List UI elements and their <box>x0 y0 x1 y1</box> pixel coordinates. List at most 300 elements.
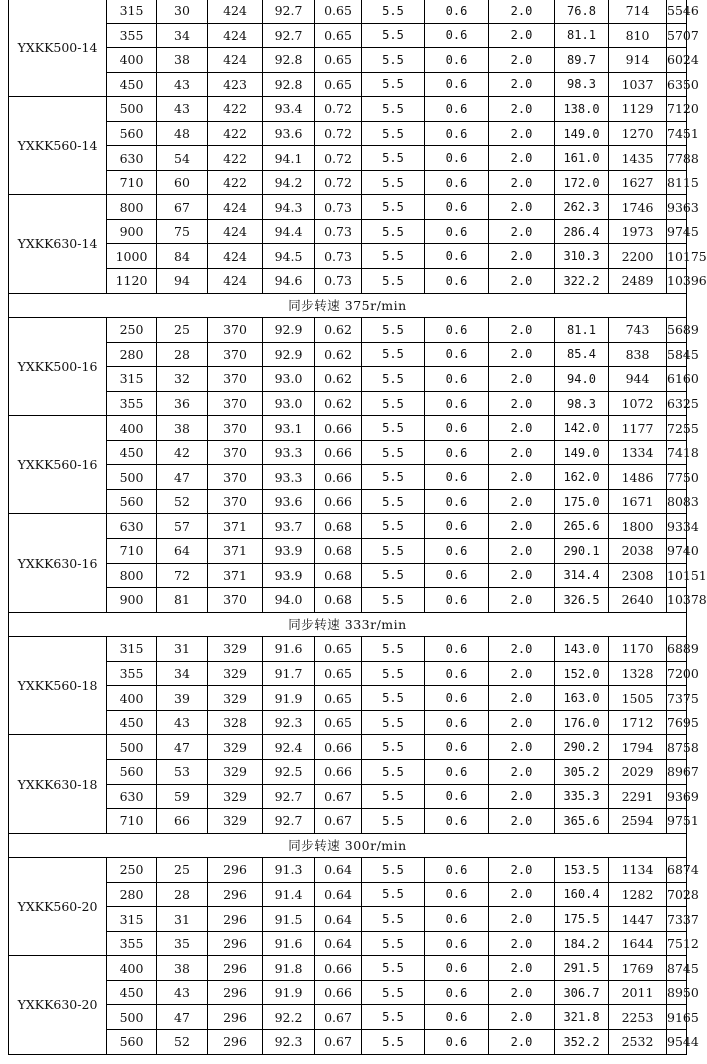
table-cell: 2.0 <box>489 931 555 956</box>
table-cell: 172.0 <box>555 170 609 195</box>
table-cell: 7255 <box>667 416 687 441</box>
table-cell: 67 <box>157 195 208 220</box>
table-cell: 1000 <box>107 244 157 269</box>
table-cell: 1447 <box>609 907 667 932</box>
table-cell: 355 <box>107 23 157 48</box>
table-cell: 0.6 <box>425 809 489 834</box>
table-cell: 2.0 <box>489 514 555 539</box>
table-cell: 355 <box>107 391 157 416</box>
table-cell: 2.0 <box>489 465 555 490</box>
table-cell: 39 <box>157 686 208 711</box>
table-cell: 91.4 <box>263 882 315 907</box>
table-cell: 560 <box>107 121 157 146</box>
table-cell: 1270 <box>609 121 667 146</box>
table-cell: 296 <box>208 1029 263 1054</box>
table-cell: 400 <box>107 686 157 711</box>
speed-header-row <box>9 612 687 637</box>
table-cell: 7375 <box>667 686 687 711</box>
table-row <box>9 440 687 465</box>
table-cell: 0.62 <box>315 318 362 343</box>
table-cell: 370 <box>208 318 263 343</box>
table-cell: 81 <box>157 588 208 613</box>
table-cell: 370 <box>208 465 263 490</box>
table-cell: 9751 <box>667 809 687 834</box>
table-cell: 0.65 <box>315 72 362 97</box>
table-cell: 2489 <box>609 269 667 294</box>
table-cell: 450 <box>107 72 157 97</box>
table-cell: 0.65 <box>315 48 362 73</box>
table-cell: 0.6 <box>425 539 489 564</box>
table-cell: 0.6 <box>425 759 489 784</box>
table-cell: 93.9 <box>263 539 315 564</box>
table-cell: 0.64 <box>315 882 362 907</box>
table-cell: 7695 <box>667 710 687 735</box>
table-cell: 800 <box>107 195 157 220</box>
table-cell: 2.0 <box>489 48 555 73</box>
table-cell: 175.5 <box>555 907 609 932</box>
table-cell: 8967 <box>667 759 687 784</box>
table-cell: 2291 <box>609 784 667 809</box>
table-cell: 370 <box>208 391 263 416</box>
table-row <box>9 342 687 367</box>
table-cell: 2.0 <box>489 956 555 981</box>
table-cell: 424 <box>208 195 263 220</box>
table-cell: 0.6 <box>425 1029 489 1054</box>
table-cell: 0.6 <box>425 588 489 613</box>
table-cell: 31 <box>157 907 208 932</box>
table-cell: 329 <box>208 661 263 686</box>
table-cell: 5.5 <box>362 440 425 465</box>
table-cell: 422 <box>208 121 263 146</box>
table-cell: 1627 <box>609 170 667 195</box>
table-cell: 0.68 <box>315 539 362 564</box>
table-row <box>9 858 687 883</box>
table-row <box>9 269 687 294</box>
table-cell: 1746 <box>609 195 667 220</box>
table-cell: 138.0 <box>555 97 609 122</box>
table-cell: 296 <box>208 907 263 932</box>
table-cell: 30 <box>157 0 208 23</box>
table-cell: 5.5 <box>362 48 425 73</box>
table-cell: 400 <box>107 956 157 981</box>
table-cell: 5.5 <box>362 907 425 932</box>
table-cell: 1671 <box>609 489 667 514</box>
table-cell: 2.0 <box>489 23 555 48</box>
table-row <box>9 882 687 907</box>
table-row <box>9 563 687 588</box>
table-cell: 28 <box>157 342 208 367</box>
table-row <box>9 661 687 686</box>
table-cell: 1037 <box>609 72 667 97</box>
table-cell: 8083 <box>667 489 687 514</box>
table-cell: 2.0 <box>489 882 555 907</box>
table-cell: 0.65 <box>315 686 362 711</box>
table-cell: 0.73 <box>315 195 362 220</box>
table-cell: 161.0 <box>555 146 609 171</box>
table-cell: 0.6 <box>425 956 489 981</box>
table-cell: 424 <box>208 244 263 269</box>
table-row <box>9 489 687 514</box>
table-cell: 5.5 <box>362 539 425 564</box>
table-cell: 500 <box>107 735 157 760</box>
table-cell: 94.1 <box>263 146 315 171</box>
table-cell: 7788 <box>667 146 687 171</box>
table-cell: 2.0 <box>489 759 555 784</box>
table-cell: 93.3 <box>263 465 315 490</box>
table-cell: 296 <box>208 882 263 907</box>
table-cell: 94.5 <box>263 244 315 269</box>
table-cell: 714 <box>609 0 667 23</box>
table-cell: 1177 <box>609 416 667 441</box>
table-cell: 500 <box>107 465 157 490</box>
table-cell: 2.0 <box>489 809 555 834</box>
table-cell: 7451 <box>667 121 687 146</box>
table-cell: 176.0 <box>555 710 609 735</box>
table-cell: 7337 <box>667 907 687 932</box>
motor-spec-table <box>8 0 707 1055</box>
table-cell: 335.3 <box>555 784 609 809</box>
table-cell: 2.0 <box>489 1005 555 1030</box>
table-cell: 560 <box>107 489 157 514</box>
table-cell: 329 <box>208 759 263 784</box>
table-cell: 72 <box>157 563 208 588</box>
table-cell: 34 <box>157 23 208 48</box>
table-row <box>9 146 687 171</box>
table-row <box>9 318 687 343</box>
table-cell: 370 <box>208 489 263 514</box>
table-cell: 296 <box>208 1005 263 1030</box>
table-cell: 5.5 <box>362 244 425 269</box>
table-cell: 91.3 <box>263 858 315 883</box>
table-cell: 0.66 <box>315 980 362 1005</box>
table-row <box>9 367 687 392</box>
table-cell: 329 <box>208 735 263 760</box>
table-row <box>9 219 687 244</box>
table-cell: 2.0 <box>489 416 555 441</box>
speed-header-row <box>9 833 687 858</box>
table-row <box>9 97 687 122</box>
table-cell: 630 <box>107 784 157 809</box>
table-cell: 36 <box>157 391 208 416</box>
table-cell: 0.6 <box>425 72 489 97</box>
table-cell: 162.0 <box>555 465 609 490</box>
table-cell: 2.0 <box>489 784 555 809</box>
table-cell: 10175 <box>667 244 687 269</box>
table-cell: 310.3 <box>555 244 609 269</box>
table-cell: 0.6 <box>425 710 489 735</box>
model-name-cell: YXKK560-20 <box>9 858 107 956</box>
table-cell: 91.9 <box>263 686 315 711</box>
table-cell: 0.6 <box>425 465 489 490</box>
table-cell: 5.5 <box>362 269 425 294</box>
table-cell: 89.7 <box>555 48 609 73</box>
table-cell: 296 <box>208 858 263 883</box>
table-row <box>9 539 687 564</box>
table-cell: 0.6 <box>425 931 489 956</box>
table-cell: 450 <box>107 440 157 465</box>
table-cell: 0.6 <box>425 858 489 883</box>
table-row <box>9 956 687 981</box>
table-cell: 92.9 <box>263 318 315 343</box>
table-cell: 0.72 <box>315 170 362 195</box>
table-cell: 1129 <box>609 97 667 122</box>
table-cell: 94.0 <box>263 588 315 613</box>
table-cell: 0.66 <box>315 735 362 760</box>
table-cell: 5845 <box>667 342 687 367</box>
table-cell: 5.5 <box>362 858 425 883</box>
table-cell: 500 <box>107 97 157 122</box>
table-cell: 355 <box>107 931 157 956</box>
table-cell: 1334 <box>609 440 667 465</box>
table-cell: 53 <box>157 759 208 784</box>
table-cell: 94.6 <box>263 269 315 294</box>
table-cell: 1282 <box>609 882 667 907</box>
table-cell: 900 <box>107 588 157 613</box>
table-cell: 10396 <box>667 269 687 294</box>
table-cell: 175.0 <box>555 489 609 514</box>
table-cell: 1435 <box>609 146 667 171</box>
table-cell: 2029 <box>609 759 667 784</box>
table-cell: 2640 <box>609 588 667 613</box>
table-cell: 0.67 <box>315 784 362 809</box>
table-row <box>9 48 687 73</box>
table-cell: 290.1 <box>555 539 609 564</box>
table-cell: 2.0 <box>489 735 555 760</box>
table-row <box>9 907 687 932</box>
table-cell: 0.68 <box>315 514 362 539</box>
synchronous-speed-label: 同步转速 333r/min <box>9 612 687 637</box>
table-cell: 5.5 <box>362 931 425 956</box>
table-cell: 84 <box>157 244 208 269</box>
synchronous-speed-label: 同步转速 300r/min <box>9 833 687 858</box>
table-cell: 0.66 <box>315 489 362 514</box>
table-cell: 2038 <box>609 539 667 564</box>
table-row <box>9 588 687 613</box>
table-cell: 315 <box>107 907 157 932</box>
table-cell: 370 <box>208 367 263 392</box>
table-cell: 1072 <box>609 391 667 416</box>
table-cell: 2.0 <box>489 97 555 122</box>
table-cell: 38 <box>157 956 208 981</box>
table-cell: 0.6 <box>425 244 489 269</box>
table-cell: 0.64 <box>315 931 362 956</box>
table-cell: 9740 <box>667 539 687 564</box>
table-cell: 0.66 <box>315 465 362 490</box>
table-cell: 424 <box>208 0 263 23</box>
table-cell: 5.5 <box>362 367 425 392</box>
table-cell: 47 <box>157 1005 208 1030</box>
table-cell: 2.0 <box>489 539 555 564</box>
table-cell: 6350 <box>667 72 687 97</box>
model-name-cell: YXKK630-18 <box>9 735 107 833</box>
table-cell: 0.6 <box>425 367 489 392</box>
table-cell: 92.2 <box>263 1005 315 1030</box>
table-cell: 91.9 <box>263 980 315 1005</box>
table-cell: 5.5 <box>362 0 425 23</box>
table-cell: 2.0 <box>489 907 555 932</box>
table-body <box>9 0 707 1054</box>
table-cell: 43 <box>157 97 208 122</box>
table-cell: 64 <box>157 539 208 564</box>
table-cell: 5.5 <box>362 170 425 195</box>
table-cell: 38 <box>157 48 208 73</box>
table-cell: 5.5 <box>362 97 425 122</box>
table-cell: 5689 <box>667 318 687 343</box>
table-cell: 6889 <box>667 637 687 662</box>
table-cell: 1794 <box>609 735 667 760</box>
table-cell: 450 <box>107 980 157 1005</box>
model-name-cell: YXKK500-16 <box>9 318 107 416</box>
table-cell: 0.6 <box>425 563 489 588</box>
table-cell: 7200 <box>667 661 687 686</box>
table-cell: 5.5 <box>362 980 425 1005</box>
table-cell: 5.5 <box>362 710 425 735</box>
table-cell: 92.9 <box>263 342 315 367</box>
table-row <box>9 195 687 220</box>
table-row <box>9 931 687 956</box>
table-cell: 8745 <box>667 956 687 981</box>
table-cell: 5.5 <box>362 784 425 809</box>
table-cell: 296 <box>208 931 263 956</box>
table-cell: 0.6 <box>425 170 489 195</box>
table-cell: 5546 <box>667 0 687 23</box>
table-row <box>9 637 687 662</box>
table-cell: 0.6 <box>425 514 489 539</box>
table-cell: 560 <box>107 759 157 784</box>
table-row <box>9 784 687 809</box>
table-cell: 43 <box>157 710 208 735</box>
table-cell: 94.0 <box>555 367 609 392</box>
model-name-cell: YXKK560-14 <box>9 97 107 195</box>
table-cell: 2.0 <box>489 980 555 1005</box>
table-cell: 914 <box>609 48 667 73</box>
table-cell: 0.62 <box>315 391 362 416</box>
table-cell: 5.5 <box>362 809 425 834</box>
table-cell: 0.67 <box>315 809 362 834</box>
table-cell: 91.7 <box>263 661 315 686</box>
table-cell: 0.72 <box>315 146 362 171</box>
table-cell: 328 <box>208 710 263 735</box>
table-row <box>9 1005 687 1030</box>
table-cell: 5.5 <box>362 318 425 343</box>
table-cell: 5.5 <box>362 956 425 981</box>
table-cell: 60 <box>157 170 208 195</box>
table-cell: 422 <box>208 146 263 171</box>
table-cell: 66 <box>157 809 208 834</box>
table-cell: 93.0 <box>263 367 315 392</box>
table-row <box>9 391 687 416</box>
table-cell: 2.0 <box>489 0 555 23</box>
table-cell: 10378 <box>667 588 687 613</box>
table-cell: 9369 <box>667 784 687 809</box>
table-cell: 2.0 <box>489 1029 555 1054</box>
table-cell: 286.4 <box>555 219 609 244</box>
table-cell: 75 <box>157 219 208 244</box>
table-cell: 370 <box>208 342 263 367</box>
table-cell: 400 <box>107 416 157 441</box>
table-cell: 1328 <box>609 661 667 686</box>
table-cell: 2.0 <box>489 244 555 269</box>
table-row <box>9 170 687 195</box>
table-cell: 54 <box>157 146 208 171</box>
table-cell: 0.73 <box>315 244 362 269</box>
synchronous-speed-label: 同步转速 375r/min <box>9 293 687 318</box>
table-cell: 91.8 <box>263 956 315 981</box>
table-cell: 0.6 <box>425 23 489 48</box>
table-cell: 184.2 <box>555 931 609 956</box>
table-cell: 0.68 <box>315 563 362 588</box>
table-cell: 5.5 <box>362 416 425 441</box>
table-cell: 0.6 <box>425 391 489 416</box>
table-cell: 329 <box>208 637 263 662</box>
table-cell: 5.5 <box>362 342 425 367</box>
table-cell: 9745 <box>667 219 687 244</box>
table-cell: 1644 <box>609 931 667 956</box>
table-cell: 5.5 <box>362 735 425 760</box>
table-cell: 2532 <box>609 1029 667 1054</box>
table-cell: 0.6 <box>425 195 489 220</box>
table-cell: 25 <box>157 318 208 343</box>
table-cell: 630 <box>107 146 157 171</box>
table-cell: 42 <box>157 440 208 465</box>
table-cell: 291.5 <box>555 956 609 981</box>
table-cell: 2308 <box>609 563 667 588</box>
table-cell: 48 <box>157 121 208 146</box>
table-cell: 2.0 <box>489 489 555 514</box>
table-cell: 93.3 <box>263 440 315 465</box>
table-cell: 2.0 <box>489 318 555 343</box>
table-cell: 47 <box>157 735 208 760</box>
table-cell: 152.0 <box>555 661 609 686</box>
table-cell: 81.1 <box>555 23 609 48</box>
table-cell: 2.0 <box>489 710 555 735</box>
table-cell: 0.6 <box>425 0 489 23</box>
table-cell: 424 <box>208 23 263 48</box>
table-cell: 0.64 <box>315 907 362 932</box>
table-cell: 2.0 <box>489 367 555 392</box>
table-cell: 560 <box>107 1029 157 1054</box>
table-cell: 2.0 <box>489 195 555 220</box>
table-cell: 422 <box>208 170 263 195</box>
table-cell: 280 <box>107 882 157 907</box>
table-cell: 371 <box>208 563 263 588</box>
table-cell: 0.6 <box>425 146 489 171</box>
table-cell: 329 <box>208 809 263 834</box>
table-cell: 5.5 <box>362 661 425 686</box>
table-cell: 5707 <box>667 23 687 48</box>
table-cell: 2200 <box>609 244 667 269</box>
table-cell: 9544 <box>667 1029 687 1054</box>
table-cell: 153.5 <box>555 858 609 883</box>
table-cell: 0.66 <box>315 956 362 981</box>
table-cell: 2.0 <box>489 342 555 367</box>
table-cell: 2.0 <box>489 563 555 588</box>
table-cell: 370 <box>208 588 263 613</box>
table-cell: 0.72 <box>315 121 362 146</box>
table-cell: 1486 <box>609 465 667 490</box>
table-cell: 92.8 <box>263 72 315 97</box>
table-cell: 7512 <box>667 931 687 956</box>
table-cell: 9363 <box>667 195 687 220</box>
table-row <box>9 759 687 784</box>
table-cell: 0.6 <box>425 686 489 711</box>
table-row <box>9 809 687 834</box>
table-cell: 329 <box>208 686 263 711</box>
table-cell: 92.7 <box>263 23 315 48</box>
table-cell: 94.2 <box>263 170 315 195</box>
table-cell: 0.6 <box>425 661 489 686</box>
table-cell: 710 <box>107 809 157 834</box>
